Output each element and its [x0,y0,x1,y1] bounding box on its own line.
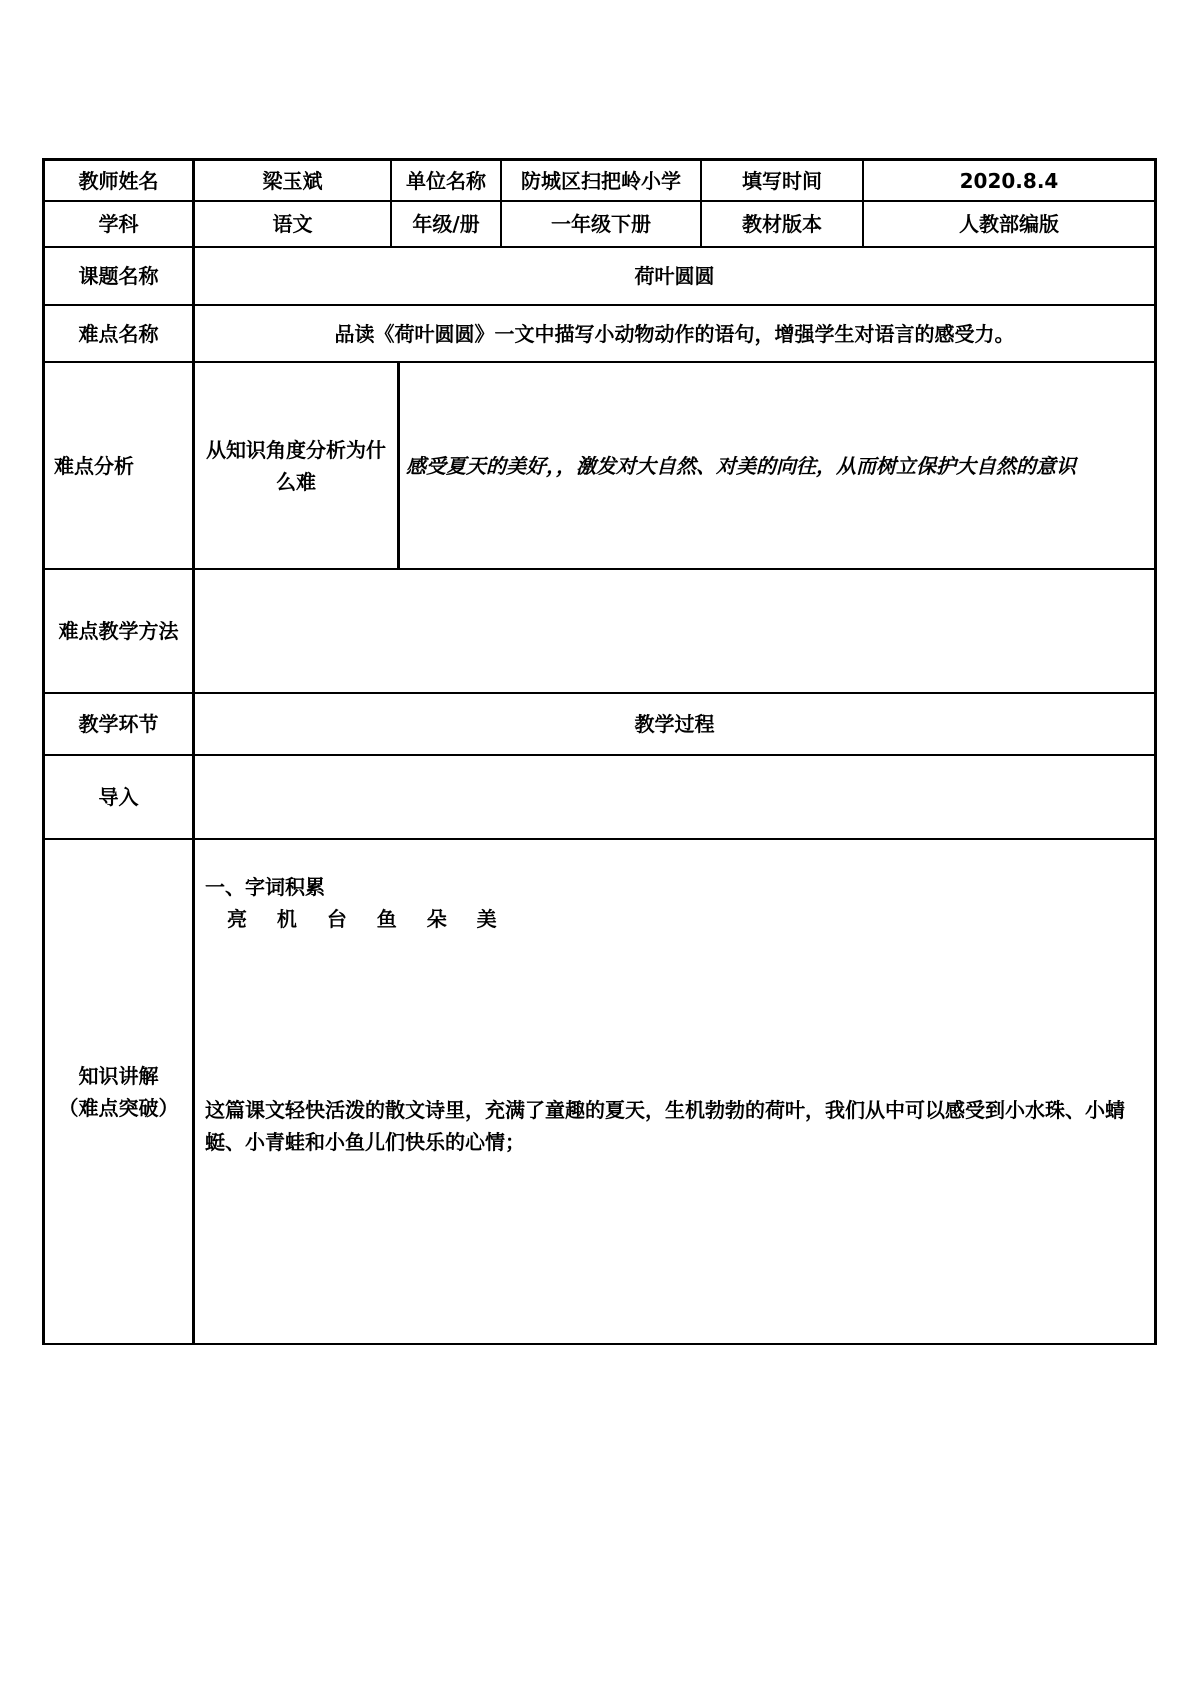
analysis-sub-label: 从知识角度分析为什么难 [206,437,386,494]
subject-value: 语文 [272,212,313,236]
table-border-bottom [42,1343,1157,1345]
topic-value: 荷叶圆圆 [634,264,715,288]
knowledge-heading: 一、字词积累 [205,875,325,899]
teacher-name-label: 教师姓名 [78,168,159,193]
difficulty-value: 品读《荷叶圆圆》一文中描写小动物动作的语句，增强学生对语言的感受力。 [334,321,1015,346]
knowledge-label-line2: （难点突破） [58,1096,179,1120]
knowledge-words: 亮 机 台 鱼 朵 美 [227,907,497,931]
unit-name-label: 单位名称 [406,168,486,193]
teaching-phase-header: 教学环节 [78,712,159,736]
teacher-name-value: 梁玉斌 [262,168,323,193]
analysis-label: 难点分析 [54,453,134,478]
fill-date-value: 2020.8.4 [959,168,1059,193]
grade-value: 一年级下册 [551,212,651,236]
intro-value [195,756,1154,838]
intro-label: 导入 [98,785,139,809]
column-divider [397,361,400,570]
subject-label: 学科 [98,212,139,236]
analysis-value: 感受夏天的美好，，激发对大自然、对美的向往，从而树立保护大自然的意识 [406,453,1076,478]
topic-label: 课题名称 [78,264,159,288]
table-border-right [1154,158,1157,1345]
textbook-edition-value: 人教部编版 [959,212,1059,236]
knowledge-label [45,1057,192,1127]
grade-label: 年级/册 [412,212,480,236]
teaching-process-header: 教学过程 [634,712,715,736]
teaching-method-label: 难点教学方法 [58,619,179,643]
teaching-method-value [195,570,1154,692]
textbook-edition-label: 教材版本 [742,212,822,236]
difficulty-label: 难点名称 [78,321,159,346]
knowledge-paragraph: 这篇课文轻快活泼的散文诗里，充满了童趣的夏天，生机勃勃的荷叶，我们从中可以感受到小水珠、小蜻蜓、小青蛙和小鱼儿们快乐的心情； [205,1098,1125,1154]
knowledge-label-line1: 知识讲解 [78,1064,159,1088]
row-divider [42,838,1157,840]
unit-name-value: 防城区扫把岭小学 [521,168,681,193]
fill-date-label: 填写时间 [742,168,822,193]
